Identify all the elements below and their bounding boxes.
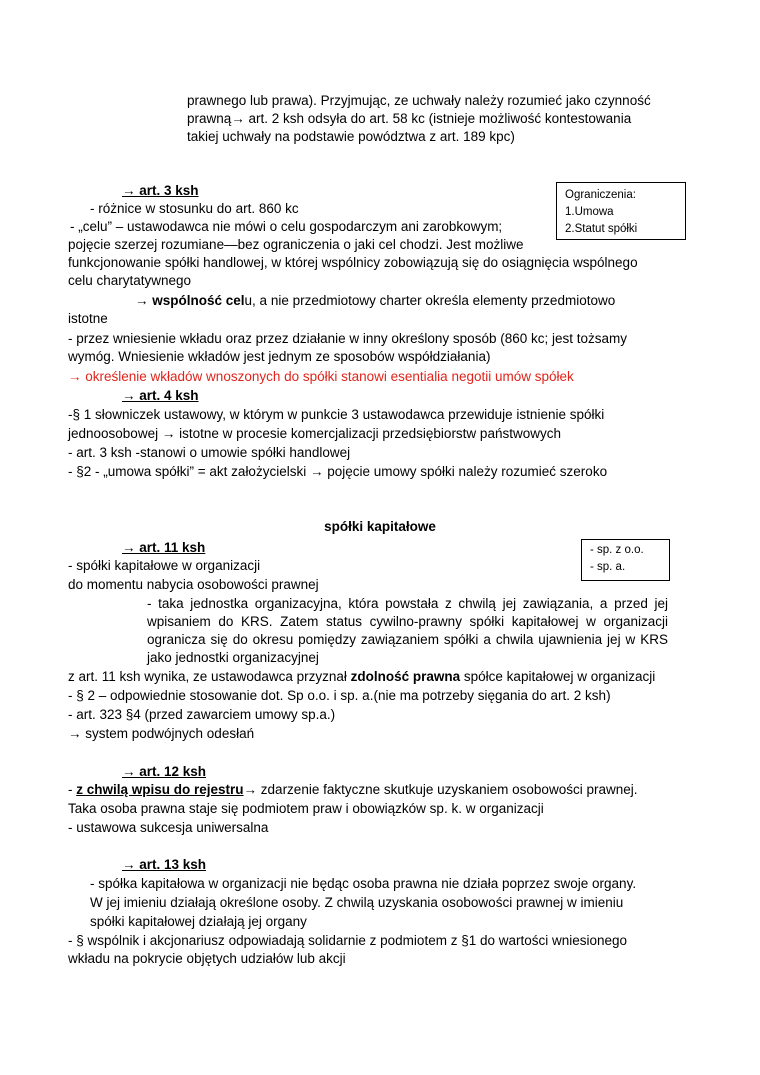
art11-line-3-a: z art. 11 ksh wynika, ze ustawodawca przyznał	[68, 669, 351, 684]
arrow-icon: →	[135, 293, 153, 308]
art13-line-3: spółki kapitałowej działają jej organy	[90, 914, 307, 929]
top-line-1: prawnego lub prawa). Przyjmując, ze uchwały należy rozumieć jako czynność	[187, 93, 651, 108]
restrictions-item-1: 1.Umowa	[565, 206, 614, 218]
art3-line-1: - różnice w stosunku do art. 860 kc	[90, 201, 299, 216]
art11-line-3-bold: zdolność prawna	[350, 669, 461, 684]
art11-line-4: - § 2 – odpowiednie stosowanie dot. Sp o.o. i sp. a.(nie ma potrzeby sięgania do art. 2 ksh)	[68, 688, 611, 703]
art3-line-2: - „celu” – ustawodawca nie mówi o celu gospodarczym ani zarobkowym;	[70, 219, 503, 234]
art4-line-1: -§ 1 słowniczek ustawowy, w którym w punkcie 3 ustawodawca przewiduje istnienie spółki	[68, 407, 605, 422]
art3-line-5: celu charytatywnego	[68, 273, 192, 288]
art11-indent-1: - taka jednostka organizacyjna, która powstała z chwilą jej zawiązania, a przed jej	[147, 596, 668, 611]
restrictions-title: Ograniczenia:	[565, 189, 636, 201]
art11-indent-4: jako jednostki organizacyjnej	[147, 650, 319, 665]
art12-line-3: - ustawowa sukcesja uniwersalna	[68, 820, 269, 835]
art12-heading: → art. 12 ksh	[122, 764, 207, 779]
art13-line-2: W jej imieniu działają określone osoby. Z chwilą uzyskania osobowości prawnej w imieniu	[90, 895, 624, 910]
art3-line-6-rest: u, a nie przedmiotowy charter określa elementy przedmiotowo	[244, 293, 616, 308]
restrictions-item-2: 2.Statut spółki	[565, 223, 638, 235]
art12-line-1-dash: -	[68, 782, 77, 797]
art4-line-2: jednoosobowej → istotne w procesie komercjalizacji przedsiębiorstw państwowych	[68, 426, 561, 441]
top-line-2: prawną→ art. 2 ksh odsyła do art. 58 kc (istnieje możliwość kontestowania	[187, 111, 632, 126]
top-line-3: takiej uchwały na podstawie powództwa z art. 189 kpc)	[187, 129, 515, 144]
art12-line-1-underlined: z chwilą wpisu do rejestru	[76, 782, 244, 797]
restrictions-box	[556, 182, 686, 240]
art11-line-5: - art. 323 §4 (przed zawarciem umowy sp.a.)	[68, 707, 336, 722]
art3-line-6	[135, 292, 615, 310]
art3-line-6-bold: wspólność cel	[152, 293, 245, 308]
art13-heading: → art. 13 ksh	[122, 857, 207, 872]
art13-line-4: - § wspólnik i akcjonariusz odpowiadają solidarnie z podmiotem z §1 do wartości wniesionego	[68, 933, 628, 948]
art11-line-2: do momentu nabycia osobowości prawnej	[68, 577, 319, 592]
art4-line-4: - §2 - „umowa spółki” = akt założycielski → pojęcie umowy spółki należy rozumieć szeroko	[68, 464, 608, 479]
art12-line-2: Taka osoba prawna staje się podmiotem praw i obowiązków sp. k. w organizacji	[68, 801, 544, 816]
art11-line-1: - spółki kapitałowe w organizacji	[68, 558, 261, 573]
art3-line-3: pojęcie szerzej rozumiane—bez ograniczenia o jaki cel chodzi. Jest możliwe	[68, 237, 524, 252]
art3-line-7: istotne	[68, 311, 108, 326]
art12-line-1	[68, 781, 637, 799]
company-types-box	[581, 539, 670, 581]
art3-heading: → art. 3 ksh	[122, 183, 199, 198]
art3-line-4: funkcjonowanie spółki handlowej, w której wspólnicy zobowiązują się do osiągnięcia wspólnego	[68, 255, 638, 270]
art4-line-3: - art. 3 ksh -stanowi o umowie spółki handlowej	[68, 445, 351, 460]
art3-line-9: wymóg. Wniesienie wkładów jest jednym ze sposobów współdziałania)	[68, 349, 491, 364]
art13-line-5: wkładu na pokrycie objętych udziałów lub akcji	[68, 951, 346, 966]
company-type-1: - sp. z o.o.	[590, 544, 644, 556]
art11-heading: → art. 11 ksh	[122, 540, 206, 555]
art13-line-1: - spółka kapitałowa w organizacji nie będąc osoba prawna nie działa poprzez swoje organy.	[90, 876, 637, 891]
art3-line-8: - przez wniesienie wkładu oraz przez działanie w inny określony sposób (860 kc; jest tożsamy	[68, 331, 628, 346]
art12-line-1-rest: → zdarzenie faktyczne skutkuje uzyskaniem osobowości prawnej.	[243, 782, 638, 797]
art11-indent-3: ogranicza się do okresu pomiędzy zawiązaniem spółki a chwila ujawnienia jej w KRS	[147, 632, 668, 647]
art11-line-3-b: spółce kapitałowej w organizacji	[460, 669, 656, 684]
art3-line-10: → określenie wkładów wnoszonych do spółki stanowi esentialia negotii umów spółek	[68, 369, 574, 384]
art11-line-3	[68, 668, 655, 686]
section-title: spółki kapitałowe	[324, 519, 436, 534]
art11-line-6: → system podwójnych odesłań	[68, 726, 255, 741]
company-type-2: - sp. a.	[590, 561, 626, 573]
art4-heading: → art. 4 ksh	[122, 388, 199, 403]
art11-indent-2: wpisaniem do KRS. Zatem status cywilno-prawny spółki kapitałowej w organizacji	[147, 614, 668, 629]
